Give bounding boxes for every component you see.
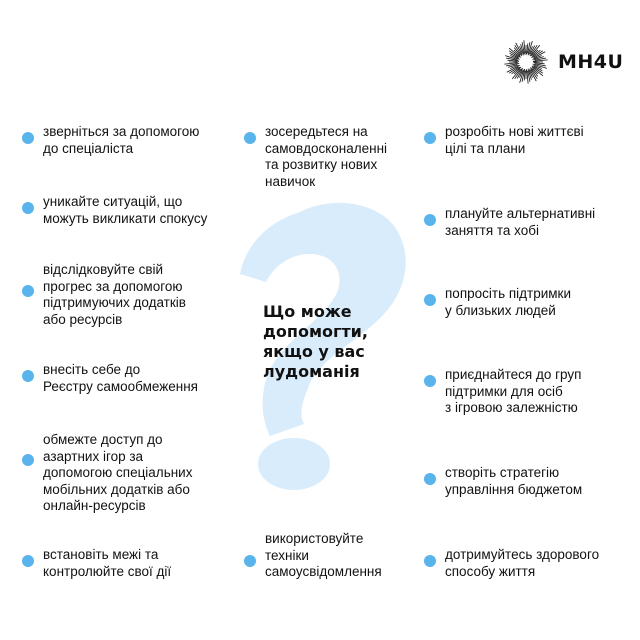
tip-alternative-hobbies <box>424 206 595 239</box>
bullet-dot <box>424 555 436 567</box>
tip-text: використовуйте техніки самоусвідомлення <box>265 531 382 579</box>
bullet-dot <box>244 555 256 567</box>
bullet-dot <box>424 473 436 485</box>
logo-text: MH4U <box>558 51 624 73</box>
tip-avoid-temptation <box>22 194 207 227</box>
bullet-dot <box>22 285 34 297</box>
page-title: Що може допомогти, якщо у вас лудоманія <box>263 302 368 381</box>
bullet-dot <box>424 375 436 387</box>
tip-text: встановіть межі та контролюйте свої дії <box>43 547 172 579</box>
bullet-dot <box>22 132 34 144</box>
bullet-dot <box>424 214 436 226</box>
brand-logo <box>500 36 623 88</box>
tip-text: попросіть підтримки у близьких людей <box>445 286 572 318</box>
tip-text: обмежте доступ до азартних ігор за допомогою спеціальних мобільних додатків або онлайн-ресурсів <box>43 432 193 513</box>
sunburst-icon <box>500 36 552 88</box>
question-mark-dot <box>258 438 330 490</box>
tip-text: внесіть себе до Реєстру самообмеження <box>43 362 198 394</box>
tip-text: приєднайтеся до груп підтримки для осіб з ігровою залежністю <box>445 367 582 415</box>
tip-set-limits <box>22 547 171 580</box>
tip-seek-specialist <box>22 124 199 157</box>
tip-text: розробіть нові життєві цілі та плани <box>445 124 584 156</box>
tip-text: відслідковуйте свій прогрес за допомогою підтримуючих додатків або ресурсів <box>43 262 186 327</box>
tip-self-exclusion-register <box>22 362 198 395</box>
bullet-dot <box>22 555 34 567</box>
tip-limit-access <box>22 432 192 515</box>
tip-budget-strategy <box>424 465 582 498</box>
bullet-dot <box>424 132 436 144</box>
tip-track-progress <box>22 262 186 328</box>
bullet-dot <box>22 202 34 214</box>
bullet-dot <box>244 132 256 144</box>
bullet-dot <box>424 294 436 306</box>
tip-text: зосередьтеся на самовдосконаленні та розвитку нових навичок <box>265 124 388 189</box>
tip-text: дотримуйтесь здорового способу життя <box>445 547 600 579</box>
tip-self-awareness <box>244 531 382 581</box>
tip-text: плануйте альтернативні заняття та хобі <box>445 206 596 238</box>
tip-text: створіть стратегію управління бюджетом <box>445 465 583 497</box>
tip-text: уникайте ситуацій, що можуть викликати спокусу <box>43 194 208 226</box>
tip-new-goals <box>424 124 584 157</box>
tip-text: зверніться за допомогою до спеціаліста <box>43 124 200 156</box>
bullet-dot <box>22 454 34 466</box>
tip-healthy-lifestyle <box>424 547 599 580</box>
tip-support-groups <box>424 367 581 417</box>
tip-self-improvement <box>244 124 387 190</box>
bullet-dot <box>22 370 34 382</box>
tip-ask-support <box>424 286 571 319</box>
